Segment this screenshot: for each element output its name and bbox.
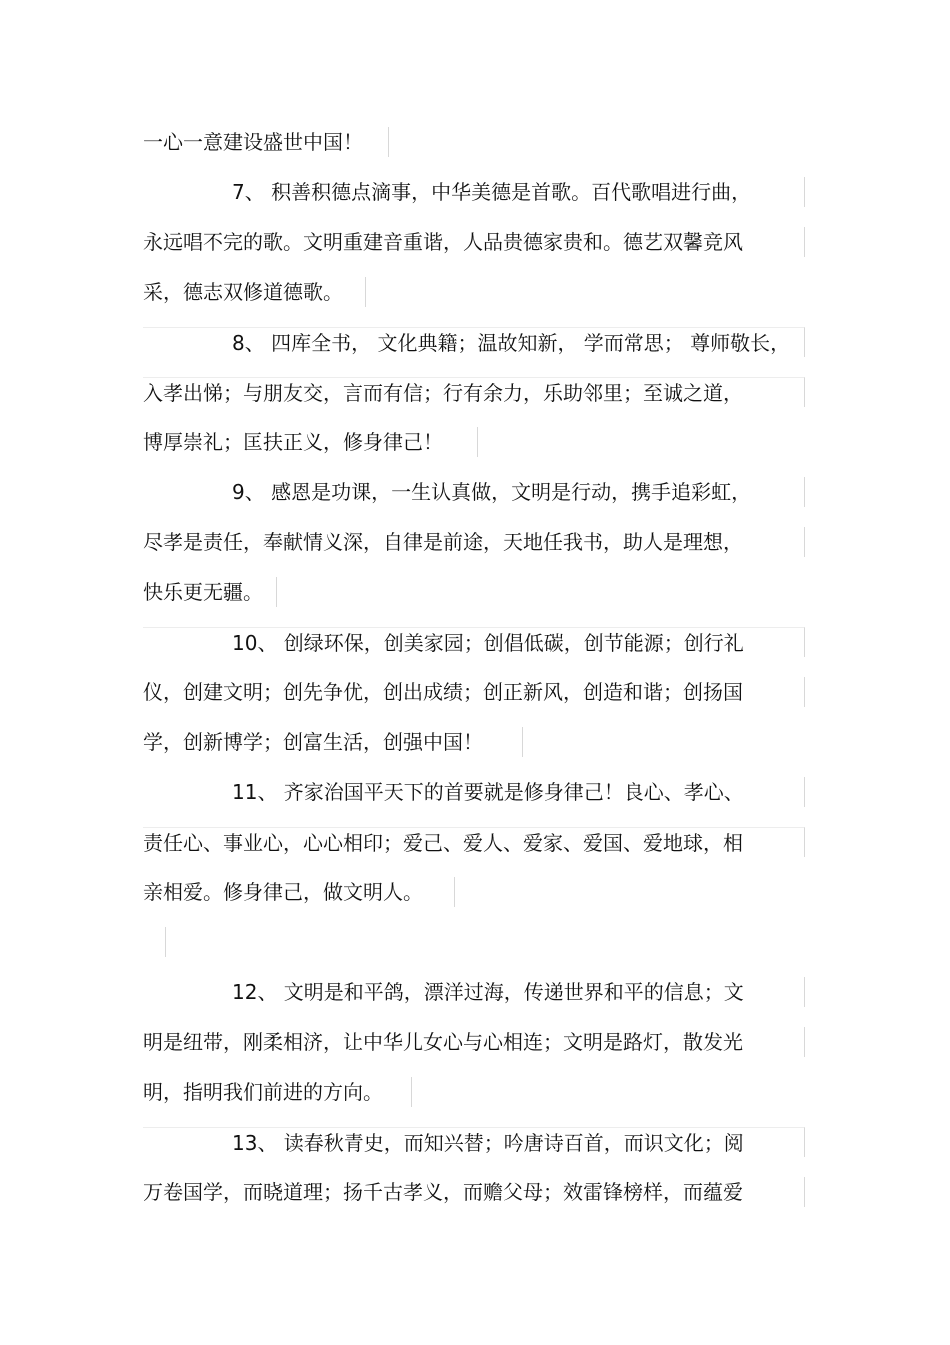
text-line: 明是纽带，刚柔相济，让中华儿女心与心相连；文明是路灯，散发光 (143, 1027, 805, 1057)
text-line: 学，创新博学；创富生活，创强中国！ (143, 727, 523, 757)
text-line: 万卷国学，而晓道理；扬千古孝义，而赡父母；效雷锋榜样，而蕴爱 (143, 1177, 805, 1207)
text-line: 一心一意建设盛世中国！ (143, 127, 389, 157)
paragraph-10-line-1: 10、 创绿环保，创美家园；创倡低碳，创节能源；创行礼 (143, 627, 805, 657)
paragraph-8-line-1: 8、 四库全书， 文化典籍；温故知新， 学而常思； 尊师敬长， (143, 327, 805, 357)
empty-line (143, 927, 166, 957)
paragraph-7-line-1: 7、 积善积德点滴事，中华美德是首歌。百代歌唱进行曲， (143, 177, 805, 207)
text-line: 尽孝是责任，奉献情义深，自律是前途，天地任我书，助人是理想， (143, 527, 805, 557)
paragraph-9-line-1: 9、 感恩是功课，一生认真做，文明是行动，携手追彩虹， (143, 477, 805, 507)
text-line: 入孝出悌；与朋友交，言而有信；行有余力，乐助邻里；至诚之道， (143, 377, 805, 407)
text-line: 博厚崇礼；匡扶正义，修身律己！ (143, 427, 478, 457)
text-line: 仪，创建文明；创先争优，创出成绩；创正新风，创造和谐；创扬国 (143, 677, 805, 707)
paragraph-13-line-1: 13、 读春秋青史，而知兴替；吟唐诗百首，而识文化；阅 (143, 1127, 805, 1157)
text-line: 永远唱不完的歌。文明重建音重谐，人品贵德家贵和。德艺双馨竞风 (143, 227, 805, 257)
paragraph-12-line-1: 12、 文明是和平鸽，漂洋过海，传递世界和平的信息；文 (143, 977, 805, 1007)
text-line: 责任心、事业心，心心相印；爱己、爱人、爱家、爱国、爱地球，相 (143, 827, 805, 857)
text-line: 采，德志双修道德歌。 (143, 277, 366, 307)
paragraph-11-line-1: 11、 齐家治国平天下的首要就是修身律己！良心、孝心、 (143, 777, 805, 807)
text-line: 快乐更无疆。 (143, 577, 277, 607)
text-line: 明，指明我们前进的方向。 (143, 1077, 412, 1107)
text-line: 亲相爱。修身律己，做文明人。 (143, 877, 455, 907)
